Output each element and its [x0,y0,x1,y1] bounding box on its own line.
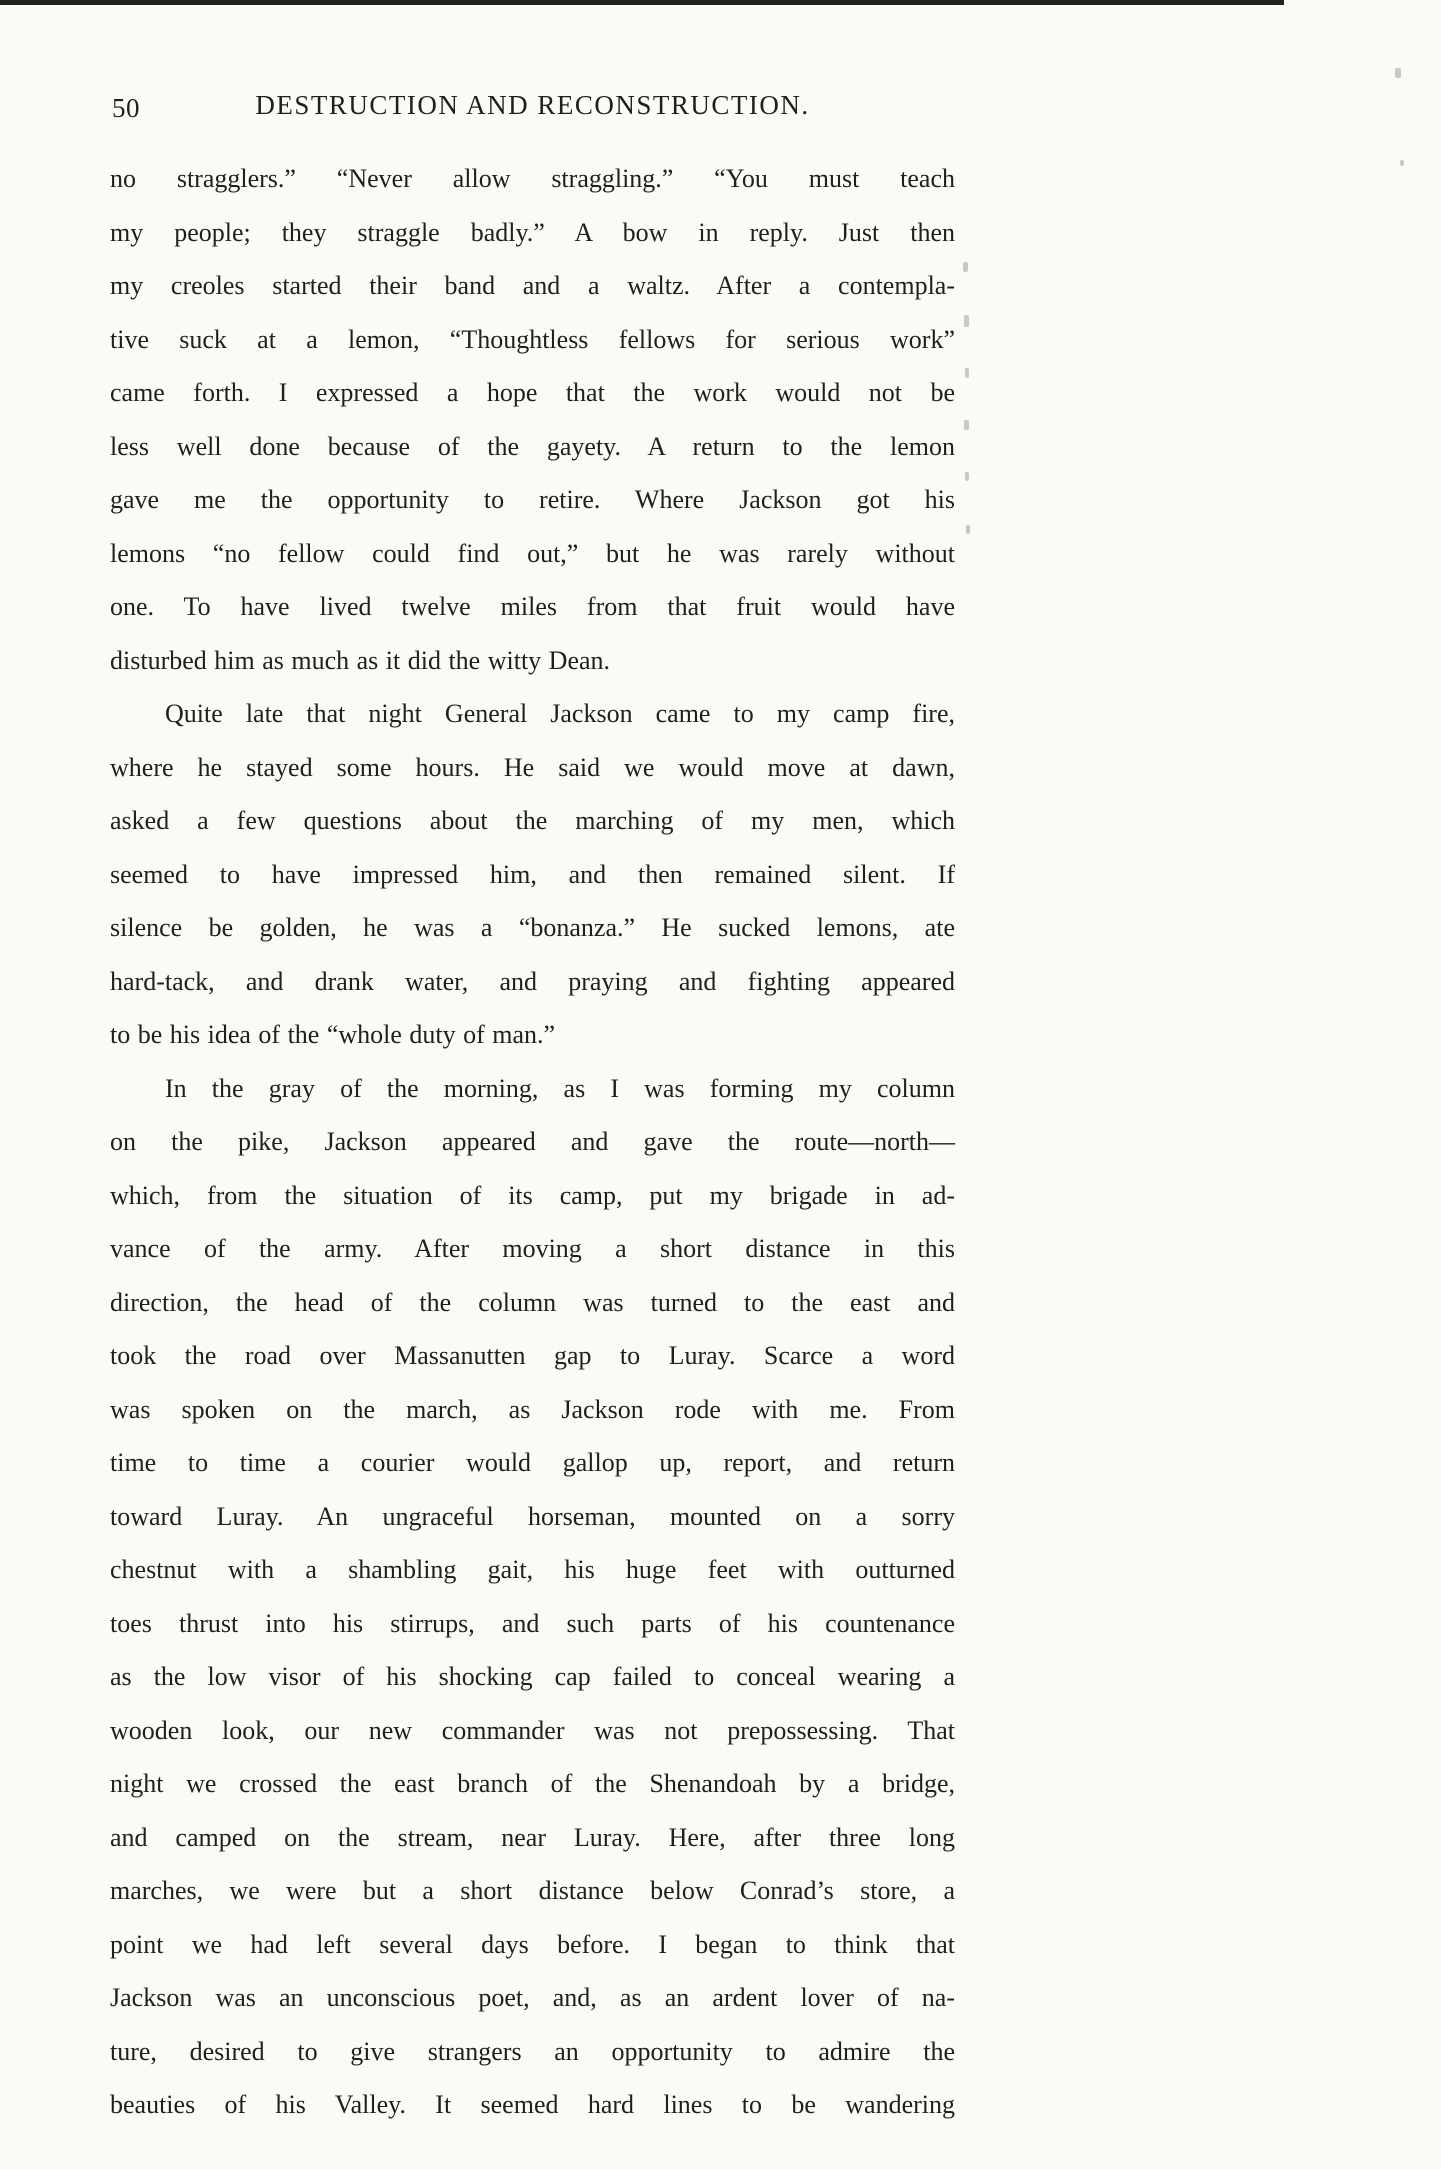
text-line: night we crossed the east branch of the Shenandoah by a bridge, [110,1769,955,1798]
scan-artifact [965,368,969,378]
text-line: one. To have lived twelve miles from that fruit would have [110,592,955,621]
text-line: direction, the head of the column was turned to the east and [110,1287,955,1317]
scan-artifact [963,262,968,272]
text-line: point we had left several days before. I began to think that [110,1929,955,1959]
text-line: marches, we were but a short distance below Conrad’s store, a [110,1876,955,1905]
text-line: as the low visor of his shocking cap failed to conceal wearing a [110,1662,955,1691]
page-number: 50 [112,93,140,123]
text-line: hard-tack, and drank water, and praying and fighting appeared [110,966,955,996]
text-line: no stragglers.” “Never allow straggling.” “You must teach [110,164,955,193]
text-line: which, from the situation of its camp, put my brigade in ad- [110,1180,955,1210]
text-line: to be his idea of the “whole duty of man.” [110,1020,556,1049]
text-line: less well done because of the gayety. A return to the lemon [110,431,955,461]
scan-artifact [966,525,970,534]
text-line: took the road over Massanutten gap to Luray. Scarce a word [110,1341,955,1370]
text-line: toes thrust into his stirrups, and such parts of his countenance [110,1608,955,1638]
paragraph [110,152,955,687]
scan-artifact [965,472,969,481]
scan-artifact [1400,160,1404,166]
text-line: chestnut with a shambling gait, his huge feet with outturned [110,1555,955,1584]
paragraph [110,1062,955,2132]
text-line: time to time a courier would gallop up, report, and return [110,1448,955,1477]
text-line: my creoles started their band and a waltz. After a contempla- [110,271,955,300]
text-line: my people; they straggle badly.” A bow in reply. Just then [110,217,955,247]
text-line: Jackson was an unconscious poet, and, as an ardent lover of na- [110,1983,955,2012]
text-line: silence be golden, he was a “bonanza.” He sucked lemons, ate [110,913,955,942]
text-line: vance of the army. After moving a short distance in this [110,1234,955,1263]
text-line: wooden look, our new commander was not prepossessing. That [110,1715,955,1745]
text-line: beauties of his Valley. It seemed hard lines to be wandering [110,2090,955,2119]
scan-edge-line [0,0,1284,5]
page-body [110,152,955,2132]
page-header [110,90,955,130]
text-line: seemed to have impressed him, and then remained silent. If [110,859,955,889]
scan-artifact [1395,68,1401,78]
text-line: and camped on the stream, near Luray. Here, after three long [110,1822,955,1852]
running-title: DESTRUCTION AND RECONSTRUCTION. [255,90,810,120]
scan-artifact [964,420,969,430]
text-line: gave me the opportunity to retire. Where Jackson got his [110,485,955,514]
text-line: where he stayed some hours. He said we would move at dawn, [110,752,955,782]
text-line: tive suck at a lemon, “Thoughtless fellows for serious work” [110,324,955,354]
text-line: toward Luray. An ungraceful horseman, mounted on a sorry [110,1501,955,1531]
text-line: came forth. I expressed a hope that the work would not be [110,378,955,407]
text-line: on the pike, Jackson appeared and gave the route—north— [110,1127,955,1156]
text-line: was spoken on the march, as Jackson rode with me. From [110,1394,955,1424]
text-line: lemons “no fellow could find out,” but he was rarely without [110,538,955,568]
text-line: asked a few questions about the marching of my men, which [110,806,955,835]
text-line: Quite late that night General Jackson came to my camp fire, [165,699,955,728]
text-line: In the gray of the morning, as I was forming my column [165,1073,955,1103]
text-line: ture, desired to give strangers an opportunity to admire the [110,2036,955,2066]
scan-artifact [964,315,969,327]
paragraph [110,687,955,1062]
text-line: disturbed him as much as it did the witty Dean. [110,645,611,675]
